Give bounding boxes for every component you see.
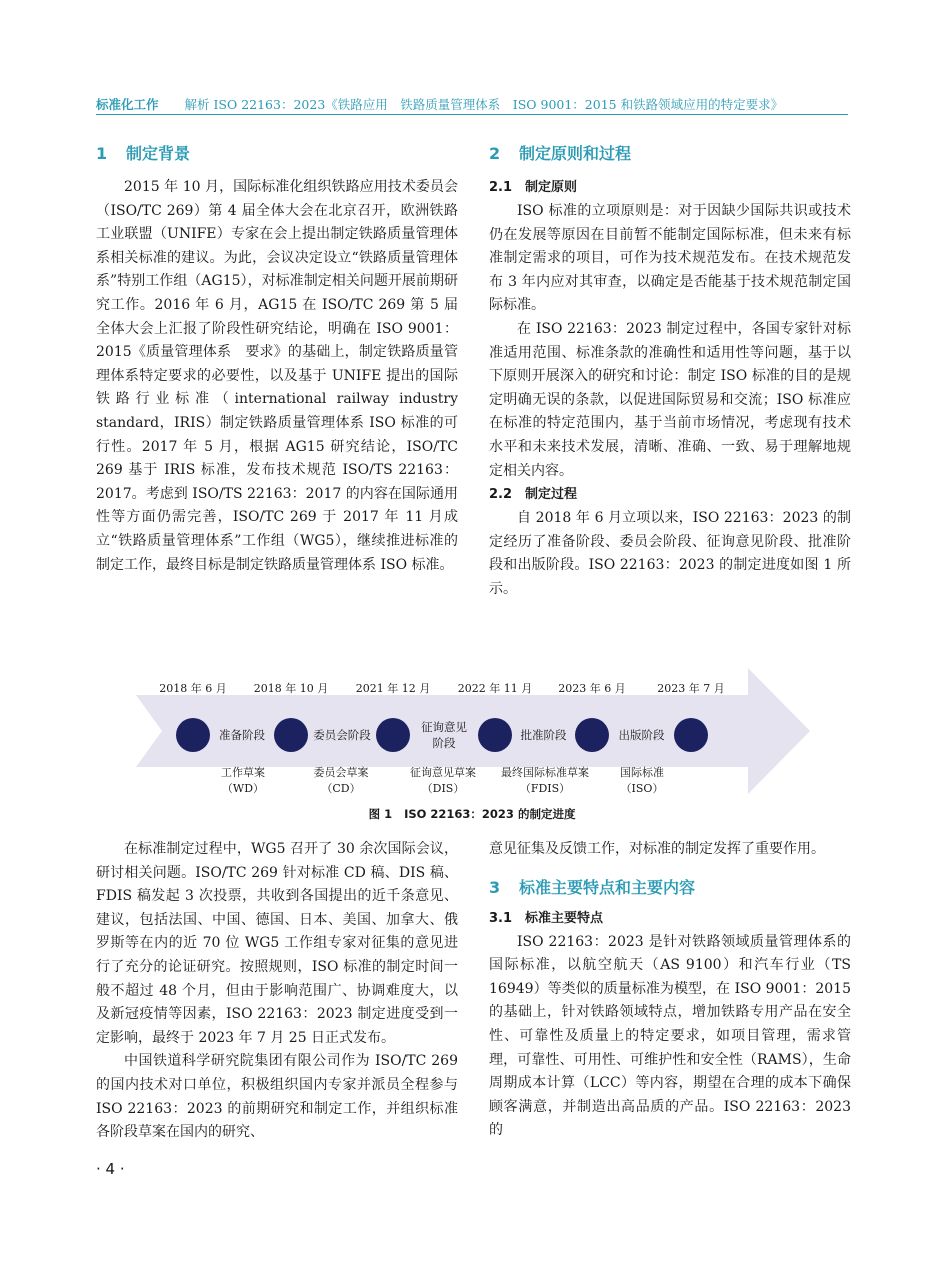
- running-header: [96, 95, 848, 113]
- figure-caption: 图 1 ISO 22163：2023 的制定进度: [368, 807, 576, 821]
- stage-label: 准备阶段: [219, 728, 265, 742]
- section-2-1-paragraph-2: 在 ISO 22163：2023 制定过程中，各国专家针对标准适用范围、标准条款的准确性和适用性等问题，基于以下原则开展深入的研究和讨论：制定 ISO 标准的目的是规定明确无误的条款，以促进国际贸易和交流；ISO 标准应在标准的特定范围内，基于当前市场情况，考虑现有技术水平和未来技术发展，清晰、准确、一致、易于理解地规定相关内容。: [489, 320, 851, 479]
- milestone-date: 2023 年 7 月: [657, 682, 725, 695]
- journal-brand: 标准化工作: [96, 97, 159, 112]
- right-column-bottom: [489, 838, 851, 1143]
- section-2-1-paragraph-1: ISO 标准的立项原则是：对于因缺少国际共识或技术仍在发展等原因在目前暂不能制定国际标准，但未来有标准制定需求的项目，可作为技术规范发布。在技术规范发布 3 年内应对其审查，以确定是否能基于技术规范制定国际标准。: [489, 203, 851, 314]
- section-2-1-heading: 2.1 制定原则: [489, 180, 578, 195]
- draft-label: 委员会草案 （CD）: [313, 766, 369, 795]
- stage-label: 征询意见 阶段: [421, 720, 467, 750]
- process-paragraph: 在标准制定过程中，WG5 召开了 30 余次国际会议，研讨相关问题。ISO/TC 269 针对标准 CD 稿、DIS 稿、FDIS 稿发起 3 次投票，共收到各国提出的近千条意见、建议，包括法国、中国、德国、日本、美国、加拿大、俄罗斯等在内的近 70 位 WG5 工作组专家对征集的意见进行了充分的论证研究。按照规则，ISO 标准的制定时间一般不超过 48 个月，但由于影响范围广、协调难度大，以及新冠疫情等因素，ISO 22163：2023 制定进度受到一定影响，最终于 2023 年 7 月 25 日正式发布。: [96, 841, 458, 1046]
- header-rule: [96, 114, 848, 115]
- milestone-date: 2018 年 6 月: [159, 682, 227, 695]
- section-1-paragraph: 2015 年 10 月，国际标准化组织铁路应用技术委员会（ISO/TC 269）第 4 届全体大会在北京召开，欧洲铁路工业联盟（UNIFE）专家在会上提出制定铁路质量管理体系相关标准的建议。为此，会议决定设立“铁路质量管理体系”特别工作组（AG15），对标准制定相关问题开展前期研究工作。2016 年 6 月，AG15 在 ISO/TC 269 第 5 届全体大会上汇报了阶段性研究结论，明确在 ISO 9001：2015《质量管理体系 要求》的基础上，制定铁路质量管理体系特定要求的必要性，以及基于 UNIFE 提出的国际铁路行业标准（international railway industry standard，IRIS）制定铁路质量管理体系 ISO 标准的可行性。2017 年 5 月，根据 AG15 研究结论，ISO/TC 269 基于 IRIS 标准，发布技术规范 ISO/TS 22163：2017。考虑到 ISO/TS 22163：2017 的内容在国际通用性等方面仍需完善，ISO/TC 269 于 2017 年 11 月成立“铁路质量管理体系”工作组（WG5），继续推进标准的制定工作，最终目标是制定铁路质量管理体系 ISO 标准。: [96, 179, 458, 573]
- draft-label: 最终国际标准草案 （FDIS）: [501, 766, 589, 795]
- section-2-2-paragraph: 自 2018 年 6 月立项以来，ISO 22163：2023 的制定经历了准备阶段、委员会阶段、征询意见阶段、批准阶段和出版阶段。ISO 22163：2023 的制定进度如图 1 所示。: [489, 510, 851, 597]
- article-title: 解析 ISO 22163：2023《铁路应用 铁路质量管理体系 ISO 9001：2015 和铁路领域应用的特定要求》: [184, 97, 784, 112]
- right-column-top: [489, 141, 851, 602]
- progress-figure: [96, 665, 848, 825]
- milestone-node: [376, 718, 410, 752]
- left-column-top: [96, 141, 458, 577]
- draft-label: 工作草案 （WD）: [221, 766, 265, 795]
- section-3-1-heading: 3.1 标准主要特点: [489, 910, 604, 926]
- section-1-heading: 1 制定背景: [96, 144, 191, 163]
- milestone-node: [674, 718, 708, 752]
- section-3-1-paragraph: ISO 22163：2023 是针对铁路领域质量管理体系的国际标准，以航空航天（AS 9100）和汽车行业（TS 16949）等类似的质量标准为模型，在 ISO 9001：2015 的基础上，针对铁路领域特点，增加铁路专用产品在安全性、可靠性及质量上的特定要求，如项目管理，需求管理，可靠性、可用性、可维护性和安全性（RAMS），生命周期成本计算（LCC）等内容，期望在合理的成本下确保顾客满意，并制造出高品质的产品。ISO 22163：2023 的: [489, 933, 851, 1139]
- stage-label: 出版阶段: [618, 728, 665, 742]
- section-2-heading: 2 制定原则和过程: [489, 144, 632, 163]
- china-role-paragraph: 中国铁道科学研究院集团有限公司作为 ISO/TC 269 的国内技术对口单位，积极组织国内专家并派员全程参与 ISO 22163：2023 的前期研究和制定工作，并组织标准各阶段草案在国内的研究、: [96, 1053, 458, 1141]
- milestone-date: 2022 年 11 月: [457, 682, 533, 695]
- milestone-date: 2018 年 10 月: [253, 682, 329, 695]
- milestone-date: 2021 年 12 月: [355, 682, 431, 695]
- milestone-date: 2023 年 6 月: [558, 682, 626, 695]
- milestone-node: [274, 718, 308, 752]
- left-column-bottom: [96, 838, 458, 1145]
- milestone-node: [478, 718, 512, 752]
- draft-label: 国际标准 （ISO）: [620, 766, 664, 795]
- milestone-node: [176, 718, 210, 752]
- draft-label: 征询意见草案 （DIS）: [410, 766, 476, 795]
- page-number: · 4 ·: [96, 1160, 125, 1178]
- stage-label: 批准阶段: [520, 728, 567, 742]
- milestone-node: [575, 718, 609, 752]
- section-3-heading: 3 标准主要特点和主要内容: [489, 877, 696, 897]
- section-2-2-heading: 2.2 制定过程: [489, 487, 578, 503]
- china-role-paragraph-cont: 意见征集及反馈工作，对标准的制定发挥了重要作用。: [489, 841, 825, 857]
- stage-label: 委员会阶段: [313, 728, 371, 742]
